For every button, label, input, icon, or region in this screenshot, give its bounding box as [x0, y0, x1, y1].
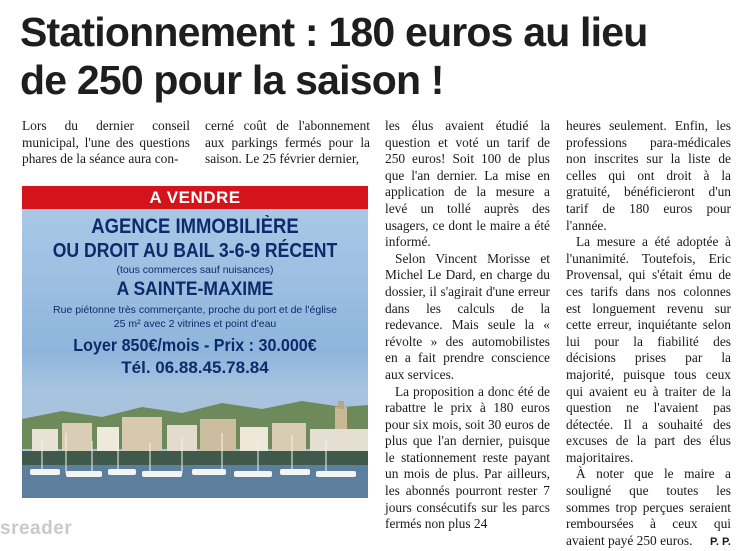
- ad-text-block: [22, 209, 368, 389]
- column-4-paragraph-1: heures seulement. Enfin, les professions para-médicales non inscrites sur la liste de celles qui ont droit à la gratuité, bénéficieront d'un tarif de 180 euros pour l'année.: [566, 118, 731, 233]
- article-column-4: [566, 118, 731, 551]
- ad-description-2: 25 m² avec 2 vitrines et point d'eau: [113, 318, 277, 330]
- column-3-paragraph-1: les élus avaient étudié la question et voté un tarif de 250 euros! Soit 100 de plus que l'an dernier. La mise en application de la mesure a levé un tollé auprès des usagers, ce dont le maire a été informé.: [385, 118, 550, 250]
- column-4-paragraph-2: La mesure a été adoptée à l'unanimité. Toutefois, Eric Provensal, qui s'était ému de ces tarifs dans nos colonnes est longuement revenu sur cette erreur, inquiétante selon lui pour la fiabilité des décisions prises par la majorité, puisque tous ceux qui avaient eu à traiter de la question ne l'avaient pas détectée. Il a souhaité des excuses de la part des élus majoritaires.: [566, 234, 731, 465]
- ad-banner: A VENDRE: [22, 186, 368, 209]
- column-3-paragraph-3: La proposition a donc été de rabattre le prix à 180 euros pour six mois, soit 30 euros de plus que l'an dernier, puisque le stationnement reste payant un mois de plus. Par ailleurs, les abonnés pourront rester 7 jours consécutifs sur les parcs fermés non plus 24: [385, 383, 550, 532]
- ad-phone: Tél. 06.88.45.78.84: [121, 358, 269, 377]
- column-3-paragraph-2: Selon Vincent Morisse et Michel Le Dard, en charge du dossier, il s'agirait d'une erreur dans les calculs de la redevance. Mais seule la « révolte » des automobilistes en a fait prendre conscience aux services.: [385, 250, 550, 382]
- ad-lease-title: OU DROIT AU BAIL 3-6-9 RÉCENT: [52, 240, 338, 262]
- ad-agency-title: AGENCE IMMOBILIÈRE: [91, 215, 299, 238]
- ad-description-1: Rue piétonne très commerçante, proche du port et de l'église: [53, 304, 337, 316]
- column-4-paragraph-3: À noter que le maire a souligné que toutes les sommes trop perçues seraient remboursées à ceux qui avaient payé 250 euros.: [566, 466, 731, 548]
- real-estate-ad: [22, 186, 368, 498]
- article-headline: [20, 8, 740, 104]
- column-2-paragraph: cerné coût de l'abonnement aux parkings fermés pour la saison. Le 25 février dernier,: [205, 118, 370, 167]
- harbor-photo: [22, 389, 368, 498]
- ad-price: Loyer 850€/mois - Prix : 30.000€: [73, 335, 317, 355]
- headline-line-1: Stationnement : 180 euros au lieu: [20, 9, 648, 55]
- author-signature: P. P.: [709, 536, 731, 549]
- column-1-paragraph: Lors du dernier conseil municipal, l'une des questions phares de la séance aura con-: [22, 118, 190, 167]
- reader-watermark: sreader: [0, 518, 73, 539]
- ad-note: (tous commerces sauf nuisances): [116, 264, 274, 276]
- ad-location: A SAINTE-MAXIME: [116, 279, 274, 300]
- article-column-2: [205, 118, 370, 168]
- article-column-3: [385, 118, 550, 533]
- headline-line-2: de 250 pour la saison !: [20, 57, 444, 103]
- article-column-1: [22, 118, 190, 168]
